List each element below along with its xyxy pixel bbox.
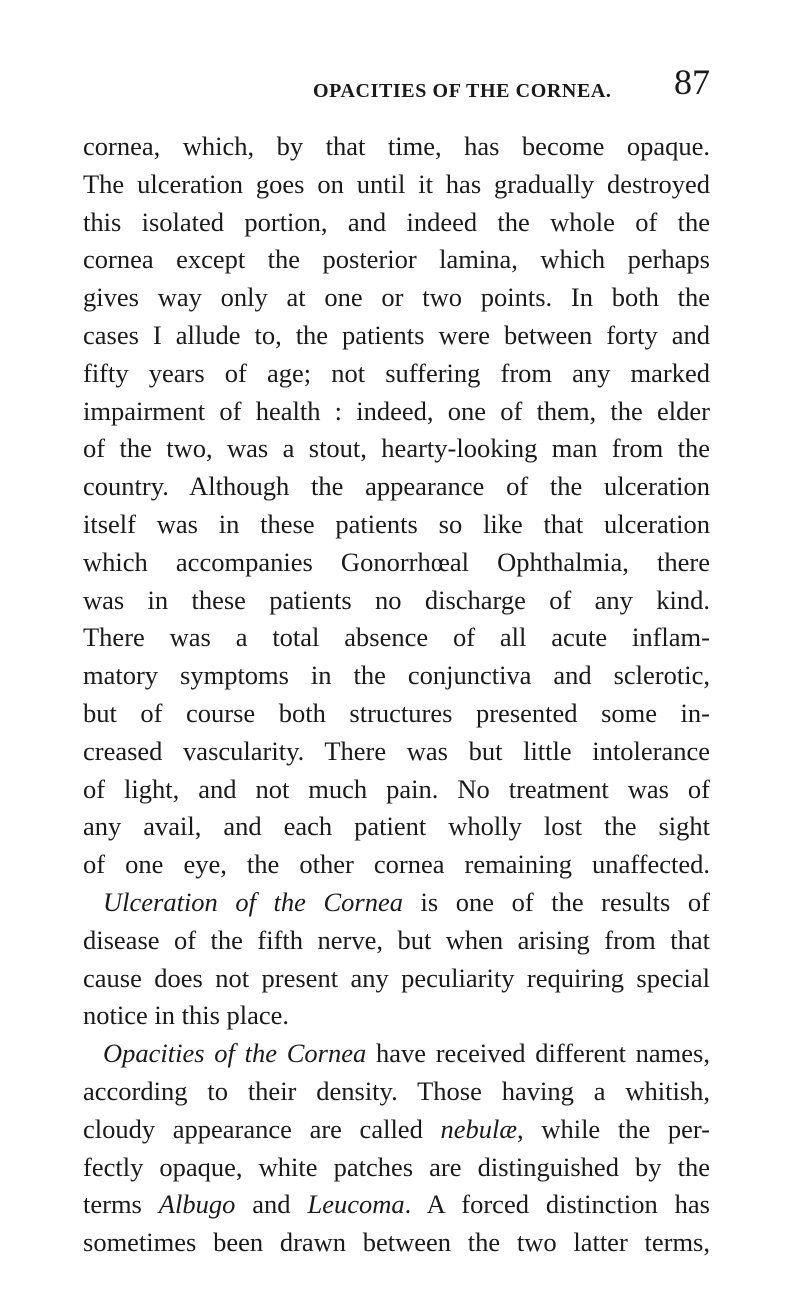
- text-line: cause does not present any peculiarity requiring special: [83, 962, 710, 993]
- text-line: which accompanies Gonorrhœal Ophthalmia, there: [83, 546, 710, 577]
- text-line: any avail, and each patient wholly lost the sight: [83, 811, 710, 842]
- text-line: Ulceration of the Cornea is one of the results of: [103, 886, 710, 917]
- text-line: sometimes been drawn between the two latter terms,: [83, 1227, 710, 1258]
- text-line: fectly opaque, white patches are distinguished by the: [83, 1151, 710, 1182]
- text-line: of one eye, the other cornea remaining unaffected.: [83, 849, 710, 880]
- text-line: impairment of health : indeed, one of them, the elder: [83, 395, 710, 426]
- text-line: disease of the fifth nerve, but when arising from that: [83, 924, 710, 955]
- text-line: of the two, was a stout, hearty-looking man from the: [83, 433, 710, 464]
- text-line: terms Albugo and Leucoma. A forced distinction has: [83, 1189, 710, 1220]
- text-line: cases I allude to, the patients were between forty and: [83, 319, 710, 350]
- text-line: creased vascularity. There was but little intolerance: [83, 735, 710, 766]
- text-line: country. Although the appearance of the ulceration: [83, 471, 710, 502]
- italic-term: nebulæ: [440, 1113, 518, 1144]
- running-head: OPACITIES OF THE CORNEA.: [313, 80, 612, 102]
- text-line: Opacities of the Cornea have received different names,: [103, 1038, 710, 1069]
- text-line: matory symptoms in the conjunctiva and sclerotic,: [83, 660, 710, 691]
- text-line: cornea except the posterior lamina, which perhaps: [83, 244, 710, 275]
- text-line: cornea, which, by that time, has become opaque.: [83, 131, 710, 161]
- text-line: cloudy appearance are called nebulæ, while the per-: [83, 1113, 710, 1144]
- italic-term: Ulceration of the Cornea: [103, 886, 403, 917]
- italic-term: Leucoma: [307, 1189, 405, 1220]
- text-line: There was a total absence of all acute inflam-: [83, 622, 710, 653]
- text-line: gives way only at one or two points. In both the: [83, 282, 710, 313]
- text-line: fifty years of age; not suffering from any marked: [83, 357, 710, 388]
- text-line: was in these patients no discharge of any kind.: [83, 584, 710, 615]
- text-line: this isolated portion, and indeed the whole of the: [83, 206, 710, 237]
- italic-term: Albugo: [158, 1189, 236, 1220]
- italic-term: Opacities of the Cornea: [103, 1038, 367, 1069]
- text-line: according to their density. Those having a whitish,: [83, 1075, 710, 1106]
- page-header: [83, 62, 710, 112]
- page-number: 87: [674, 62, 710, 102]
- text-line: notice in this place.: [83, 1000, 290, 1031]
- text-line: of light, and not much pain. No treatment was of: [83, 773, 710, 804]
- text-line: itself was in these patients so like that ulceration: [83, 508, 710, 539]
- body-text: [83, 128, 710, 1262]
- text-line: but of course both structures presented some in-: [83, 697, 710, 728]
- text-line: The ulceration goes on until it has gradually destroyed: [83, 168, 710, 199]
